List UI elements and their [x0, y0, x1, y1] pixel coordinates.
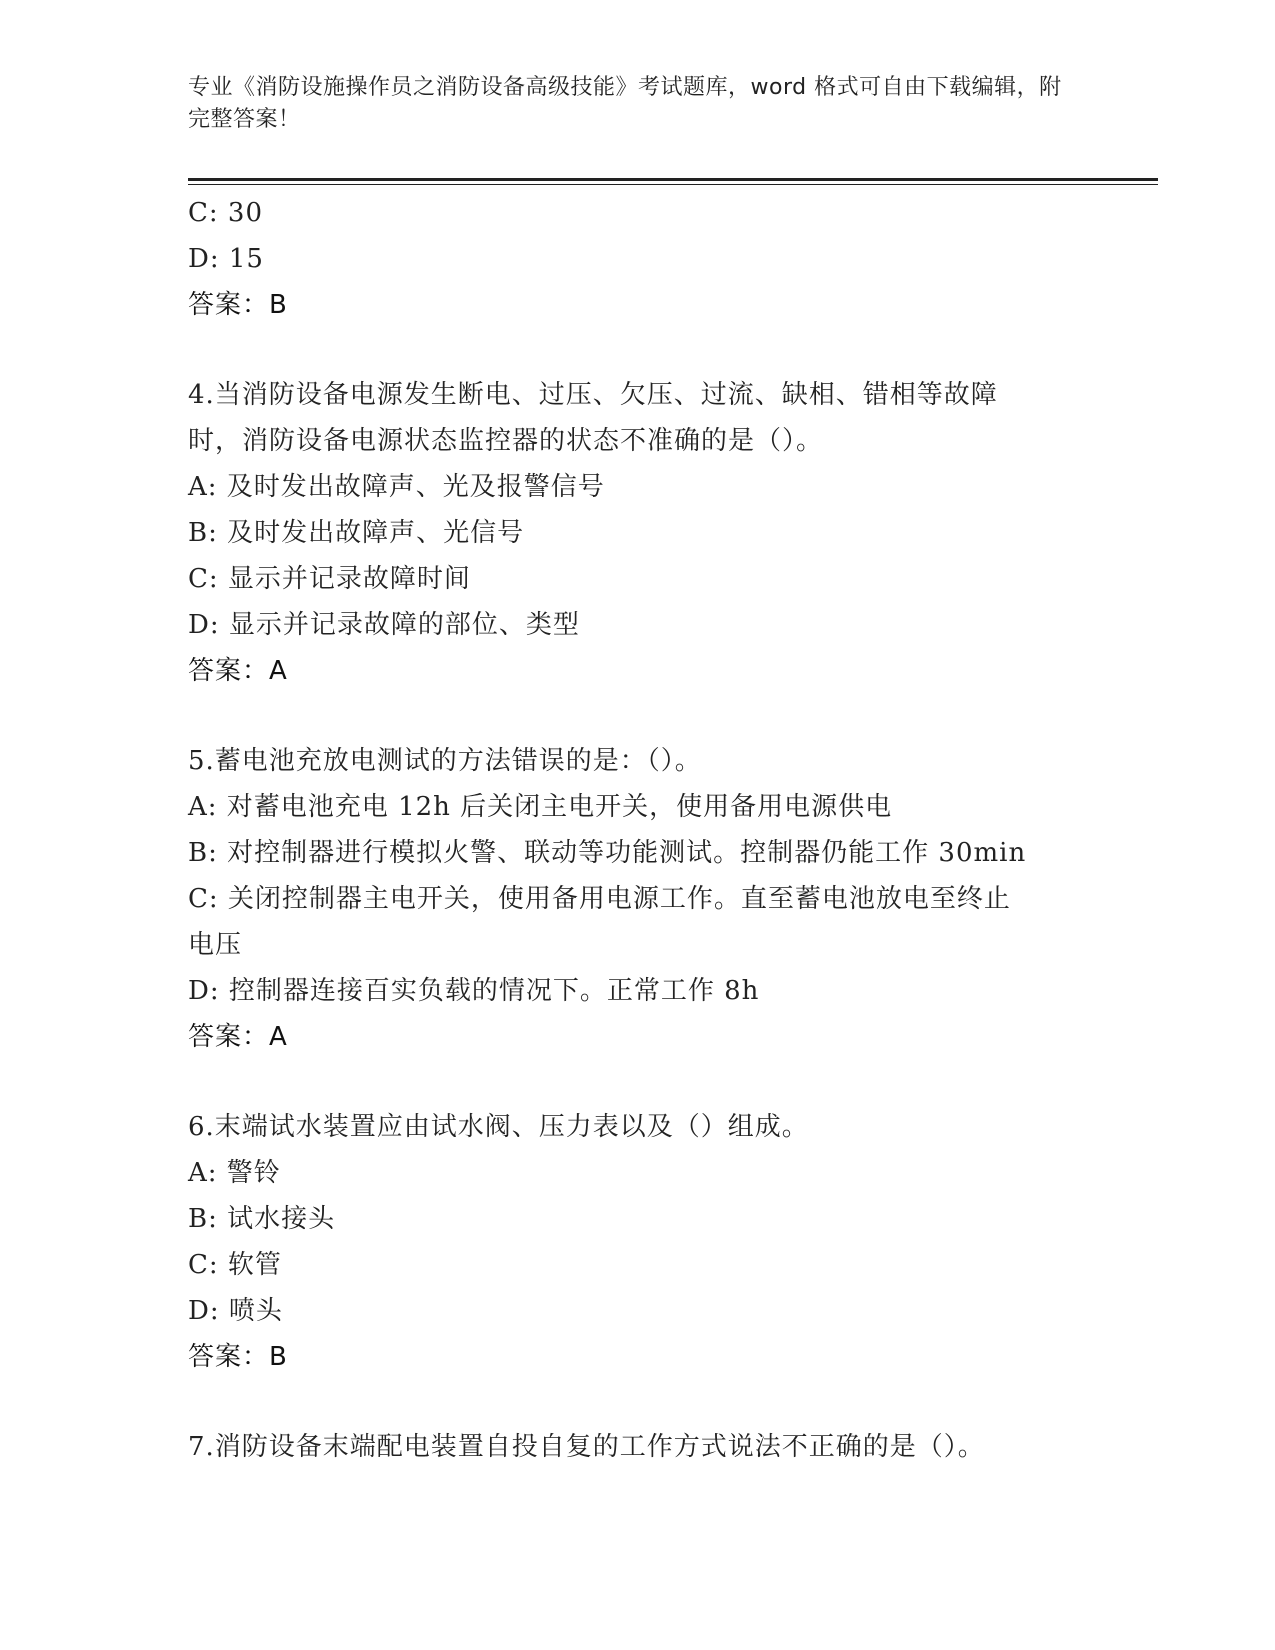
question-4 — [188, 372, 1088, 694]
option-b: B: 对控制器进行模拟火警、联动等功能测试。控制器仍能工作 30min — [188, 838, 1027, 868]
answer: 答案：A — [188, 656, 288, 686]
question-6 — [188, 1104, 1088, 1380]
answer: 答案：B — [188, 290, 288, 320]
option-d: D: 显示并记录故障的部位、类型 — [188, 610, 580, 640]
option-c: C: 关闭控制器主电开关，使用备用电源工作。直至蓄电池放电至终止 — [188, 884, 1011, 914]
option-a: A: 警铃 — [188, 1158, 281, 1188]
question-stem: 4.当消防设备电源发生断电、过压、欠压、过流、缺相、错相等故障 — [188, 380, 998, 410]
option-c: C: 显示并记录故障时间 — [188, 564, 471, 594]
option-b: B: 试水接头 — [188, 1204, 336, 1234]
option-d: D: 15 — [188, 244, 264, 274]
header-rule-thick — [188, 178, 1158, 181]
option-a: A: 及时发出故障声、光及报警信号 — [188, 472, 605, 502]
option-a: A: 对蓄电池充电 12h 后关闭主电开关，使用备用电源供电 — [188, 792, 893, 822]
question-5 — [188, 738, 1088, 1060]
question-stem: 6.末端试水装置应由试水阀、压力表以及（）组成。 — [188, 1112, 809, 1142]
question-3-tail — [188, 190, 1088, 328]
option-c: C: 30 — [188, 198, 264, 228]
option-b: B: 及时发出故障声、光信号 — [188, 518, 525, 548]
document-header: 专业《消防设施操作员之消防设备高级技能》考试题库，word 格式可自由下载编辑，附完整答案！ — [188, 75, 1062, 132]
question-stem-continued: 时，消防设备电源状态监控器的状态不准确的是（）。 — [188, 426, 824, 456]
question-list — [188, 190, 1088, 1470]
option-d: D: 控制器连接百实负载的情况下。正常工作 8h — [188, 976, 760, 1006]
option-d: D: 喷头 — [188, 1296, 283, 1326]
header-rule-thin — [188, 184, 1158, 185]
answer: 答案：B — [188, 1342, 288, 1372]
option-c-continued: 电压 — [188, 930, 243, 960]
answer: 答案：A — [188, 1022, 288, 1052]
question-stem: 7.消防设备末端配电装置自投自复的工作方式说法不正确的是（）。 — [188, 1432, 985, 1462]
option-c: C: 软管 — [188, 1250, 282, 1280]
question-7 — [188, 1424, 1088, 1470]
question-stem: 5.蓄电池充放电测试的方法错误的是：（）。 — [188, 746, 702, 776]
